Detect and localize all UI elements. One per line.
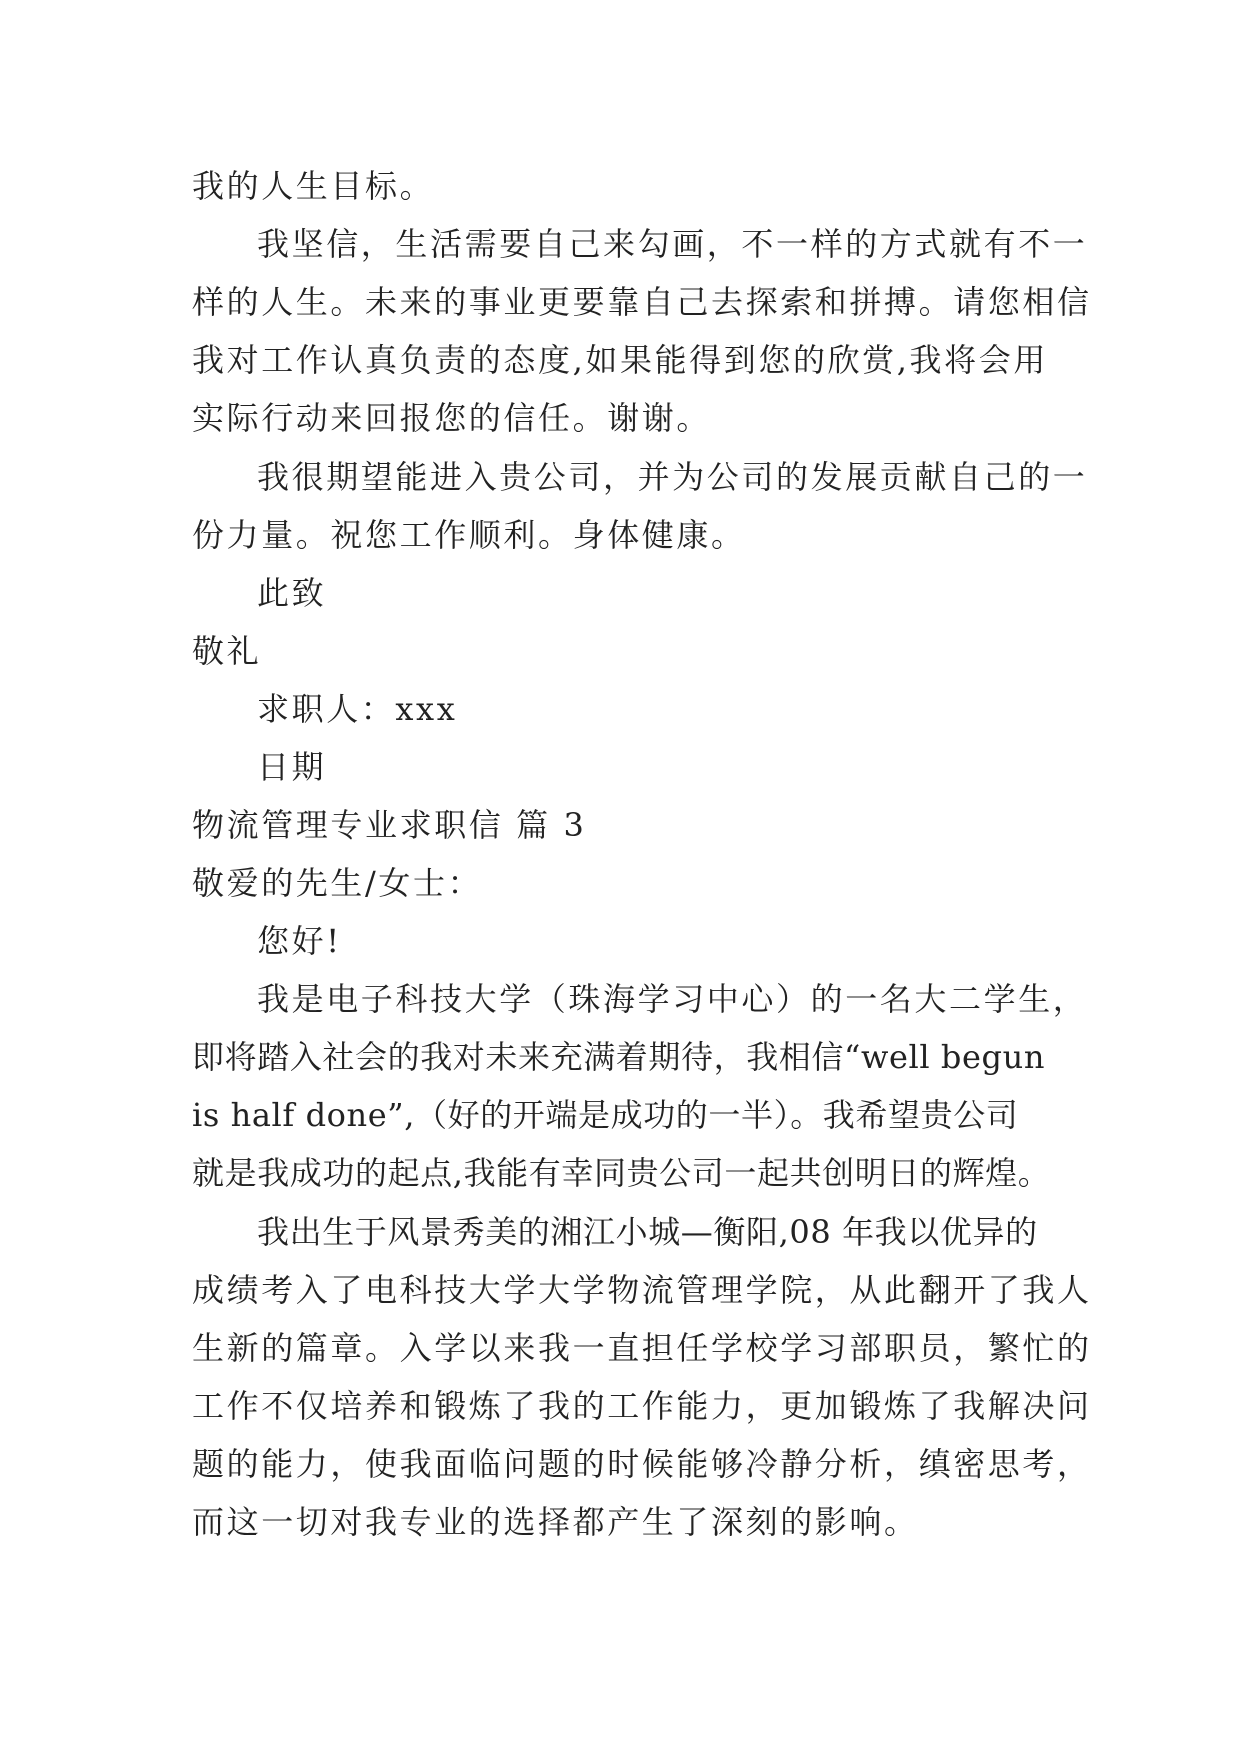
- text-line: 我很期望能进入贵公司，并为公司的发展贡献自己的一: [257, 458, 1088, 496]
- text-line: 我对工作认真负责的态度,如果能得到您的欣赏,我将会用: [192, 341, 1048, 379]
- text-line: 就是我成功的起点,我能有幸同贵公司一起共创明日的辉煌。: [192, 1154, 1051, 1192]
- salutation-line: 敬礼: [192, 632, 262, 670]
- section-heading: 物流管理专业求职信 篇 3: [192, 806, 587, 844]
- text-line: 生新的篇章。入学以来我一直担任学校学习部职员，繁忙的: [192, 1329, 1092, 1367]
- text-line: 即将踏入社会的我对未来充满着期待，我相信“well begun: [192, 1038, 1046, 1076]
- text-line: 我是电子科技大学（珠海学习中心）的一名大二学生，: [257, 980, 1088, 1018]
- text-line: 样的人生。未来的事业更要靠自己去探索和拼搏。请您相信: [192, 283, 1092, 321]
- text-line: 实际行动来回报您的信任。谢谢。: [192, 399, 712, 437]
- text-line: is half done”,（好的开端是成功的一半）。我希望贵公司: [192, 1096, 1019, 1134]
- text-line: 成绩考入了电科技大学大学物流管理学院，从此翻开了我人: [192, 1271, 1092, 1309]
- date-line: 日期: [257, 748, 327, 786]
- text-line: 我出生于风景秀美的湘江小城—衡阳,08 年我以优异的: [257, 1213, 1038, 1251]
- text-line: 我的人生目标。: [192, 167, 435, 205]
- text-line: 工作不仅培养和锻炼了我的工作能力，更加锻炼了我解决问: [192, 1387, 1092, 1425]
- signature-line: 求职人：xxx: [257, 690, 458, 728]
- closing-line: 此致: [257, 574, 327, 612]
- greeting-line: 敬爱的先生/女士：: [192, 864, 483, 902]
- text-line: 份力量。祝您工作顺利。身体健康。: [192, 516, 746, 554]
- text-line: 我坚信，生活需要自己来勾画，不一样的方式就有不一: [257, 225, 1088, 263]
- text-line: 题的能力，使我面临问题的时候能够冷静分析，缜密思考，: [192, 1445, 1092, 1483]
- greeting-line: 您好!: [257, 922, 342, 960]
- text-line: 而这一切对我专业的选择都产生了深刻的影响。: [192, 1503, 919, 1541]
